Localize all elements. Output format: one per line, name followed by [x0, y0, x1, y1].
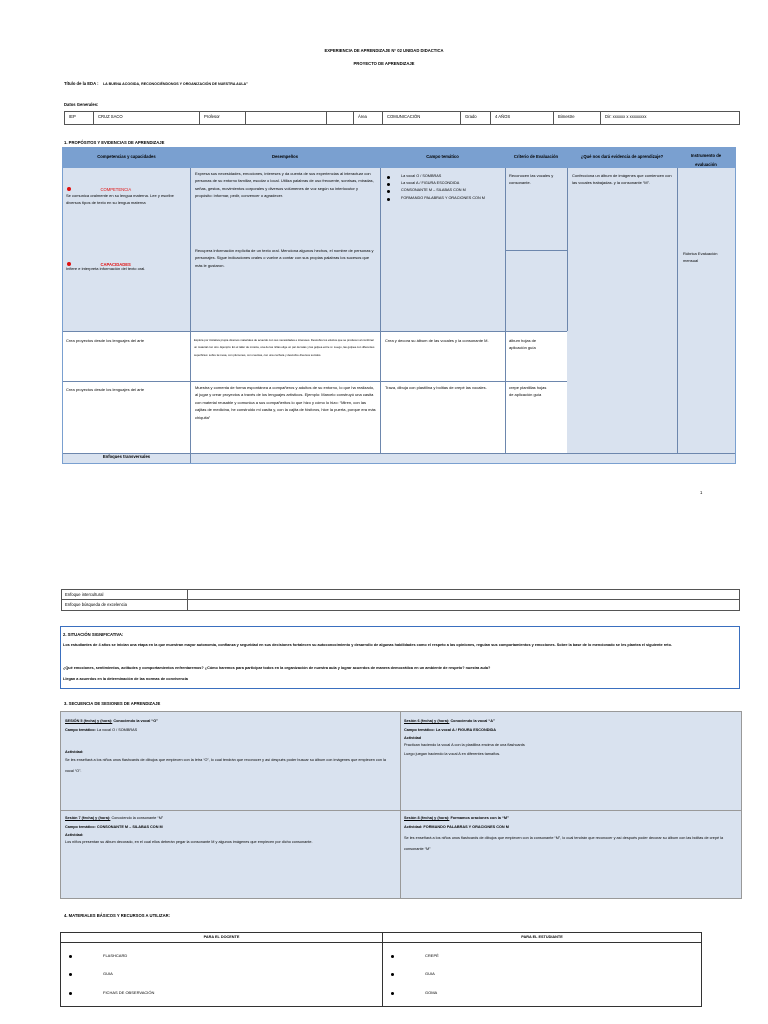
doc-title-line2: PROYECTO DE APRENDIZAJE: [353, 61, 415, 66]
list-item: La vocal O / SOMBRAS: [383, 173, 501, 180]
capacidades-text: Infiere e interpreta información del texto oral.: [66, 266, 146, 271]
bullet-icon: [387, 190, 390, 193]
datos-cell: Dir: xxxxxx x xxxxxxxx: [601, 112, 740, 125]
list-item: FORMANDO PALABRAS Y ORACIONES CON M: [383, 195, 501, 202]
instrumento-1: Rúbrica Evaluación mensual: [683, 251, 718, 264]
header-instrumento: Instrumento de evaluación: [690, 153, 722, 168]
bullet-icon: [69, 973, 72, 976]
row3-criterio: crepe plantillas hojas de aplicación guía: [509, 385, 547, 398]
datos-generales-label: Datos Generales:: [64, 102, 99, 107]
list-item: CONSONANTE M – SILABAS CON M: [383, 187, 501, 194]
section3-title: 3. SECUENCIA DE SESIONES DE APRENDIZAJE: [64, 701, 161, 706]
list-item: GUIA: [387, 965, 697, 983]
purposes-table: [62, 147, 736, 464]
session-7-header: Sesión 7 (fecha) y (hora):: [65, 816, 111, 820]
competencia-label: COMPETENCIA: [100, 187, 132, 192]
session-6: [404, 717, 736, 760]
session-7-campo-label: Campo temático:: [65, 825, 96, 830]
header-criterio: Criterio de Evaluación: [513, 154, 559, 159]
row2-desempeno: Explora por iniciativa propia diversos materiales de acuerdo con sus necesidades e intereses. Descubre los efectos que se producen al combinar un material con otro. Ejemplo: En el taller de música, una de las niñas elige un par de latas y las golpea entre sí. Luego, las golpea con diferentes superficies: sobre la mesa, con plumones, con cuentas, con una cuchara y descubre diversos sonidos.: [194, 338, 375, 357]
header-desempenos: Desempeños: [271, 154, 299, 159]
materials-estudiante-list: [383, 943, 702, 1007]
materials-header-estudiante: PARA EL ESTUDIANTE: [383, 933, 702, 943]
row2-competencia: Crea proyectos desde los lenguajes del arte: [66, 338, 145, 343]
list-item: FLASHCARD: [65, 947, 378, 965]
session-7-campo: CONSONANTE M – SILABAS CON M: [96, 825, 163, 830]
bullet-icon: [387, 176, 390, 179]
list-item: CREPÉ: [387, 947, 697, 965]
capacidades-label: CAPACIDADES: [100, 262, 131, 267]
sessions-grid: [60, 711, 742, 899]
bullet-icon: [391, 955, 394, 958]
session-7-title: Conociendo la consonante “M”: [111, 816, 164, 820]
situacion-p3: Llegan a acuerdos en la determinación de las normas de convivencia: [63, 677, 188, 681]
row3-competencia: Crea proyectos desde los lenguajes del arte: [66, 387, 145, 392]
datos-cell: [327, 112, 354, 125]
section2-title: 2. SITUACIÓN SIGNIFICATIVA:: [63, 632, 124, 637]
datos-cell: Bimestre: [554, 112, 601, 125]
materials-header-docente: PARA EL DOCENTE: [61, 933, 383, 943]
competencia-bullet-icon: [67, 187, 71, 191]
session-8-actividad: Se les enseñará a los niños unos flashcards de dibujos que empiecen con la consonante “M”, lo cual tendrán que reconocer y así después poder decorar su álbum con las bolitas de crepé la consonante “M”: [404, 835, 724, 851]
materials-table: [60, 932, 702, 1007]
row3-desempeno: Muestra y comenta de forma espontánea a compañeros y adultos de su entorno, lo que ha realizado, al jugar y crear proyectos a través de los lenguajes artísticos. Ejemplo: Marcelo construyó una casita con material reusable y comunica a sus compañeritos lo que hizo y cómo lo hizo: “Miren, con las cajitas de medicina, he construido mi casita y, con la cajita de fósforos, hice la puerta, porque era más chiquita”: [195, 385, 376, 420]
datos-cell: [246, 112, 327, 125]
session-5-campo: La vocal O / SOMBRAS: [96, 728, 138, 733]
session-6-header: Sesión 6 (fecha) y (hora):: [404, 719, 450, 723]
datos-cell: CRUZ SACO: [94, 112, 200, 125]
session-8-title: Formamos oraciones con la “M”: [450, 816, 509, 820]
session-6-campo-label: Campo temático:: [404, 728, 435, 733]
datos-cell: Grado: [461, 112, 491, 125]
datos-cell: Profesor: [200, 112, 246, 125]
list-item: La vocal A / FIGURA ESCONDIDA: [383, 180, 501, 187]
bullet-icon: [391, 973, 394, 976]
section1-title: 1. PROPÓSITOS Y EVIDENCIAS DE APRENDIZAJE: [64, 140, 165, 145]
session-5-title: Conociendo la vocal “O”: [113, 719, 159, 723]
doc-title-line1: EXPERIENCIA DE APRENDIZAJE N° 02 UNIDAD DIDACTICA: [324, 48, 444, 53]
eda-title: LA BUENA ACOGIDA, RECONOCIÉNDONOS Y ORGANIZACIÓN DE NUESTRA AULA”: [102, 82, 248, 86]
session-8-actividad-label: Actividad:: [404, 825, 423, 830]
session-6-title: Conociendo la vocal “A”: [450, 719, 495, 723]
session-6-actividad-2: Luego juegan haciendo la vocal A en diferentes tamaños.: [404, 752, 501, 757]
page-number: 1: [700, 490, 703, 495]
session-5: [65, 717, 395, 777]
campo-tematico-list: [383, 173, 501, 202]
datos-cell: Área: [354, 112, 383, 125]
session-8-header: Sesión 8 (fecha) y (hora):: [404, 816, 450, 820]
row2-criterio: álbum hojas de aplicación guía: [509, 338, 537, 351]
situacion-p2: ¿Qué emociones, sentimientos, actitudes y comportamientos enfrentaremos? ¿Cómo haremos para participar todos en la organización de nuestra aula y lograr acuerdos de manera democrática en un ambiente de respeto? nuestra aula?: [63, 666, 491, 670]
eda-title-row: [64, 72, 248, 90]
list-item: GUIA: [65, 965, 378, 983]
bullet-icon: [387, 183, 390, 186]
datos-generales-table: [64, 111, 740, 125]
bullet-icon: [69, 992, 72, 995]
list-item: GOMA: [387, 984, 697, 1002]
criterio-1: Reconocen las vocales y consonante.: [509, 173, 554, 186]
header-evidencia: ¿Qué nos dará evidencia de aprendizaje?: [580, 154, 664, 159]
header-campo-tematico: Campo temático: [426, 154, 459, 159]
session-5-campo-label: Campo temático:: [65, 728, 96, 733]
bullet-icon: [387, 198, 390, 201]
materials-docente-list: [61, 943, 383, 1007]
session-6-actividad-label: Actividad: [404, 735, 422, 740]
session-8: [404, 814, 736, 855]
session-5-actividad: Se les enseñará a los niños unos flashcards de dibujos que empiecen con la letra “O”, lo cual tendrán que reconocer y así después poder buscar su álbum con imágenes que empiecen con la vocal “O”.: [65, 757, 387, 773]
list-item: FICHAS DE OBSERVACIÓN: [65, 984, 378, 1002]
header-competencias: Competencias y capacidades: [97, 154, 156, 159]
competencia-text: Se comunica oralmente en su lengua materna. Lee y escribe diversos tipos de texto en su lengua materna: [66, 193, 174, 206]
situacion-p1: Los estudiantes de 4 años se inician una etapa en la que muestran mayor autonomía, confianza y seguridad en sus decisiones fortalecen su autoconocimiento y desarrollo de algunas habilidades como el respeto a las opiniones, regulan sus comportamientos y emociones. Sobre la base de lo mencionado se les plantea el siguiente reto.: [63, 643, 672, 647]
eda-label: Título de la EDA :: [64, 81, 99, 86]
desempeno-1b: Recupera información explícita de un texto oral. Menciona algunos hechos, el nombre de personas y personajes. Sigue indicaciones orales o vuelve a contar con sus propias palabras los sucesos que más le gustaron.: [195, 248, 374, 268]
session-7-actividad: Los niños presentan su álbum decorado, en el cual ellos deberán pegar la consonante M y algunos imágenes que empiecen por dicho consonante.: [65, 839, 313, 844]
session-5-header: SESIÓN 5 (fecha) y (hora):: [65, 719, 113, 723]
section4-title: 4. MATERIALES BÁSICOS Y RECURSOS A UTILIZAR:: [64, 913, 171, 918]
session-6-campo: La vocal A / FIGURA ESCONDIDA: [435, 728, 497, 733]
enfoque-item: Enfoque búsqueda de excelencia: [62, 600, 188, 610]
bullet-icon: [69, 955, 72, 958]
session-8-actividad-title: FORMANDO PALABRAS Y ORACIONES CON M: [423, 825, 509, 830]
evidence-column-bg: [567, 331, 735, 453]
row3-campo: Traza, dibuja con plastilina y bolitas de crepé las vocales.: [385, 385, 487, 390]
bullet-icon: [391, 992, 394, 995]
evidencia-1: Confecciona un álbum de imágenes que comiencen con las vocales trabajadas. y la consonante “M”.: [572, 173, 672, 186]
row2-campo: Crea y decora su álbum de las vocales y la consonante M.: [385, 338, 489, 343]
datos-cell: COMUNICACIÓN: [383, 112, 461, 125]
datos-cell: IEP: [65, 112, 94, 125]
enfoques-transversales-label: Enfoques transversales: [102, 454, 151, 459]
enfoque-item: Enfoque intercultural: [62, 590, 188, 600]
session-7: [65, 814, 395, 847]
session-5-actividad-label: Actividad:: [65, 749, 84, 754]
session-6-actividad-1: Practican haciendo la vocal A con la plastilina encima de una flashcards: [404, 742, 525, 747]
datos-cell: 4 AÑOS: [491, 112, 554, 125]
desempeno-1a: Expresa sus necesidades, emociones, intereses y da cuenta de sus experiencias al interactuar con personas de su entorno familiar, escolar o local. Utiliza palabras de uso frecuente, sonrisas, miradas, señas, gestos, movimientos corporales y diversos volúmenes de voz según su interlocutor y propósito: informar, pedir, convencer o agradecer.: [195, 171, 374, 199]
situacion-box: [60, 626, 740, 689]
session-7-actividad-label: Actividad:: [65, 832, 84, 837]
enfoques-table: [61, 589, 740, 611]
